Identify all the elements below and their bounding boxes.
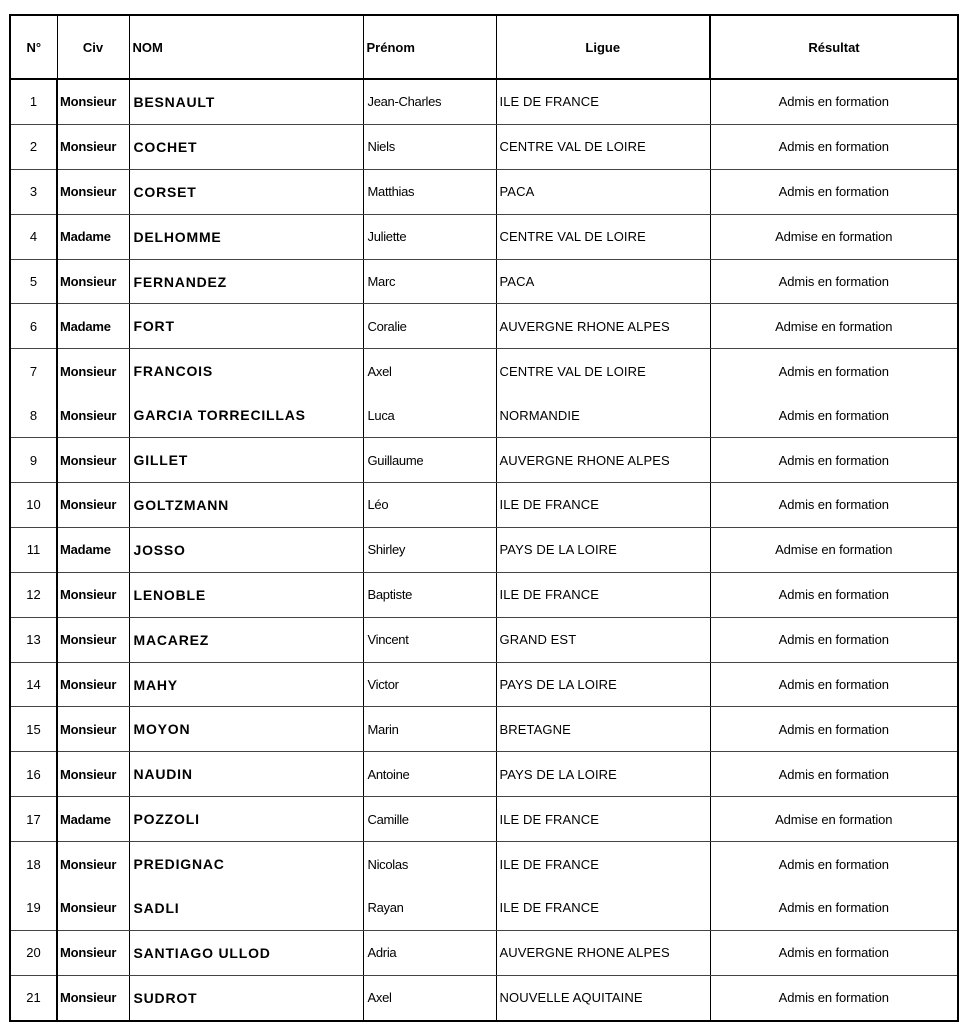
cell-nom: MACAREZ [129,617,363,662]
cell-no: 20 [10,930,57,975]
cell-no: 6 [10,304,57,349]
table-row [10,79,958,124]
cell-ligue: ILE DE FRANCE [496,483,710,528]
cell-no: 1 [10,79,57,124]
cell-no: 18 [10,842,57,886]
cell-prenom: Shirley [363,527,496,572]
cell-nom: MAHY [129,662,363,707]
header-no: N° [10,15,57,79]
table-row [10,259,958,304]
cell-nom: MOYON [129,707,363,752]
cell-nom: SADLI [129,886,363,930]
cell-ligue: PACA [496,259,710,304]
cell-ligue: PACA [496,169,710,214]
cell-nom: GOLTZMANN [129,483,363,528]
table-row [10,975,958,1020]
cell-civ: Monsieur [57,886,129,930]
table-row [10,349,958,393]
cell-nom: FORT [129,304,363,349]
cell-prenom: Luca [363,393,496,437]
cell-prenom: Marin [363,707,496,752]
table-row [10,483,958,528]
cell-civ: Monsieur [57,259,129,304]
header-civ: Civ [57,15,129,79]
cell-ligue: PAYS DE LA LOIRE [496,662,710,707]
cell-no: 19 [10,886,57,930]
cell-resultat: Admis en formation [710,975,958,1020]
cell-prenom: Camille [363,797,496,842]
cell-no: 4 [10,214,57,259]
cell-no: 12 [10,572,57,617]
cell-civ: Monsieur [57,393,129,437]
table-row [10,527,958,572]
cell-no: 7 [10,349,57,393]
cell-resultat: Admis en formation [710,930,958,975]
cell-resultat: Admise en formation [710,797,958,842]
cell-resultat: Admis en formation [710,662,958,707]
cell-civ: Monsieur [57,842,129,886]
cell-resultat: Admis en formation [710,349,958,393]
cell-resultat: Admise en formation [710,527,958,572]
cell-ligue: ILE DE FRANCE [496,797,710,842]
cell-no: 14 [10,662,57,707]
cell-resultat: Admis en formation [710,752,958,797]
cell-resultat: Admis en formation [710,483,958,528]
cell-nom: DELHOMME [129,214,363,259]
cell-resultat: Admis en formation [710,886,958,930]
cell-prenom: Antoine [363,752,496,797]
cell-no: 3 [10,169,57,214]
cell-civ: Madame [57,304,129,349]
cell-no: 15 [10,707,57,752]
cell-ligue: PAYS DE LA LOIRE [496,527,710,572]
header-prenom: Prénom [363,15,496,79]
cell-civ: Monsieur [57,930,129,975]
cell-ligue: CENTRE VAL DE LOIRE [496,214,710,259]
cell-civ: Monsieur [57,975,129,1020]
table-row [10,304,958,349]
cell-civ: Monsieur [57,169,129,214]
table-row [10,797,958,842]
cell-no: 16 [10,752,57,797]
cell-civ: Madame [57,527,129,572]
cell-ligue: PAYS DE LA LOIRE [496,752,710,797]
cell-prenom: Vincent [363,617,496,662]
cell-civ: Monsieur [57,662,129,707]
cell-civ: Madame [57,214,129,259]
cell-prenom: Marc [363,259,496,304]
cell-prenom: Coralie [363,304,496,349]
cell-ligue: ILE DE FRANCE [496,572,710,617]
header-row [10,15,958,79]
header-nom: NOM [129,15,363,79]
cell-no: 21 [10,975,57,1020]
cell-civ: Madame [57,797,129,842]
cell-resultat: Admis en formation [710,617,958,662]
cell-prenom: Baptiste [363,572,496,617]
cell-civ: Monsieur [57,617,129,662]
cell-nom: POZZOLI [129,797,363,842]
cell-prenom: Juliette [363,214,496,259]
cell-prenom: Adria [363,930,496,975]
cell-nom: SUDROT [129,975,363,1020]
cell-nom: JOSSO [129,527,363,572]
cell-no: 8 [10,393,57,437]
cell-nom: CORSET [129,169,363,214]
cell-ligue: AUVERGNE RHONE ALPES [496,304,710,349]
table-row [10,752,958,797]
cell-nom: SANTIAGO ULLOD [129,930,363,975]
cell-nom: GILLET [129,438,363,483]
cell-civ: Monsieur [57,752,129,797]
cell-resultat: Admis en formation [710,259,958,304]
cell-nom: GARCIA TORRECILLAS [129,393,363,437]
cell-nom: BESNAULT [129,79,363,124]
cell-ligue: ILE DE FRANCE [496,79,710,124]
table-row [10,662,958,707]
table-row [10,930,958,975]
cell-civ: Monsieur [57,483,129,528]
cell-nom: FERNANDEZ [129,259,363,304]
cell-ligue: ILE DE FRANCE [496,886,710,930]
cell-prenom: Victor [363,662,496,707]
cell-prenom: Guillaume [363,438,496,483]
cell-resultat: Admise en formation [710,214,958,259]
cell-ligue: NORMANDIE [496,393,710,437]
cell-ligue: BRETAGNE [496,707,710,752]
table-row [10,169,958,214]
table-row [10,438,958,483]
cell-no: 2 [10,124,57,169]
cell-resultat: Admis en formation [710,842,958,886]
cell-resultat: Admis en formation [710,707,958,752]
header-resultat: Résultat [710,15,958,79]
table-row [10,393,958,437]
cell-ligue: AUVERGNE RHONE ALPES [496,930,710,975]
cell-ligue: AUVERGNE RHONE ALPES [496,438,710,483]
table-row [10,214,958,259]
cell-nom: FRANCOIS [129,349,363,393]
cell-no: 9 [10,438,57,483]
cell-ligue: NOUVELLE AQUITAINE [496,975,710,1020]
table-row [10,617,958,662]
cell-nom: LENOBLE [129,572,363,617]
cell-resultat: Admis en formation [710,572,958,617]
cell-prenom: Axel [363,975,496,1020]
cell-civ: Monsieur [57,438,129,483]
cell-prenom: Axel [363,349,496,393]
table-row [10,124,958,169]
cell-resultat: Admis en formation [710,169,958,214]
cell-nom: PREDIGNAC [129,842,363,886]
table-row [10,707,958,752]
cell-resultat: Admise en formation [710,304,958,349]
cell-ligue: CENTRE VAL DE LOIRE [496,124,710,169]
cell-resultat: Admis en formation [710,79,958,124]
cell-nom: COCHET [129,124,363,169]
table-row [10,572,958,617]
cell-prenom: Jean-Charles [363,79,496,124]
cell-civ: Monsieur [57,707,129,752]
results-table [9,14,959,1022]
header-ligue: Ligue [496,15,710,79]
table-row [10,886,958,930]
cell-prenom: Rayan [363,886,496,930]
cell-prenom: Matthias [363,169,496,214]
cell-no: 17 [10,797,57,842]
cell-civ: Monsieur [57,79,129,124]
cell-resultat: Admis en formation [710,393,958,437]
cell-prenom: Léo [363,483,496,528]
cell-resultat: Admis en formation [710,124,958,169]
cell-civ: Monsieur [57,349,129,393]
cell-no: 10 [10,483,57,528]
cell-no: 5 [10,259,57,304]
cell-nom: NAUDIN [129,752,363,797]
cell-prenom: Nicolas [363,842,496,886]
cell-prenom: Niels [363,124,496,169]
cell-no: 13 [10,617,57,662]
cell-resultat: Admis en formation [710,438,958,483]
cell-civ: Monsieur [57,572,129,617]
cell-no: 11 [10,527,57,572]
cell-ligue: ILE DE FRANCE [496,842,710,886]
table-body [10,79,958,1021]
cell-ligue: CENTRE VAL DE LOIRE [496,349,710,393]
cell-civ: Monsieur [57,124,129,169]
table-row [10,842,958,886]
results-sheet [9,14,957,1022]
cell-ligue: GRAND EST [496,617,710,662]
